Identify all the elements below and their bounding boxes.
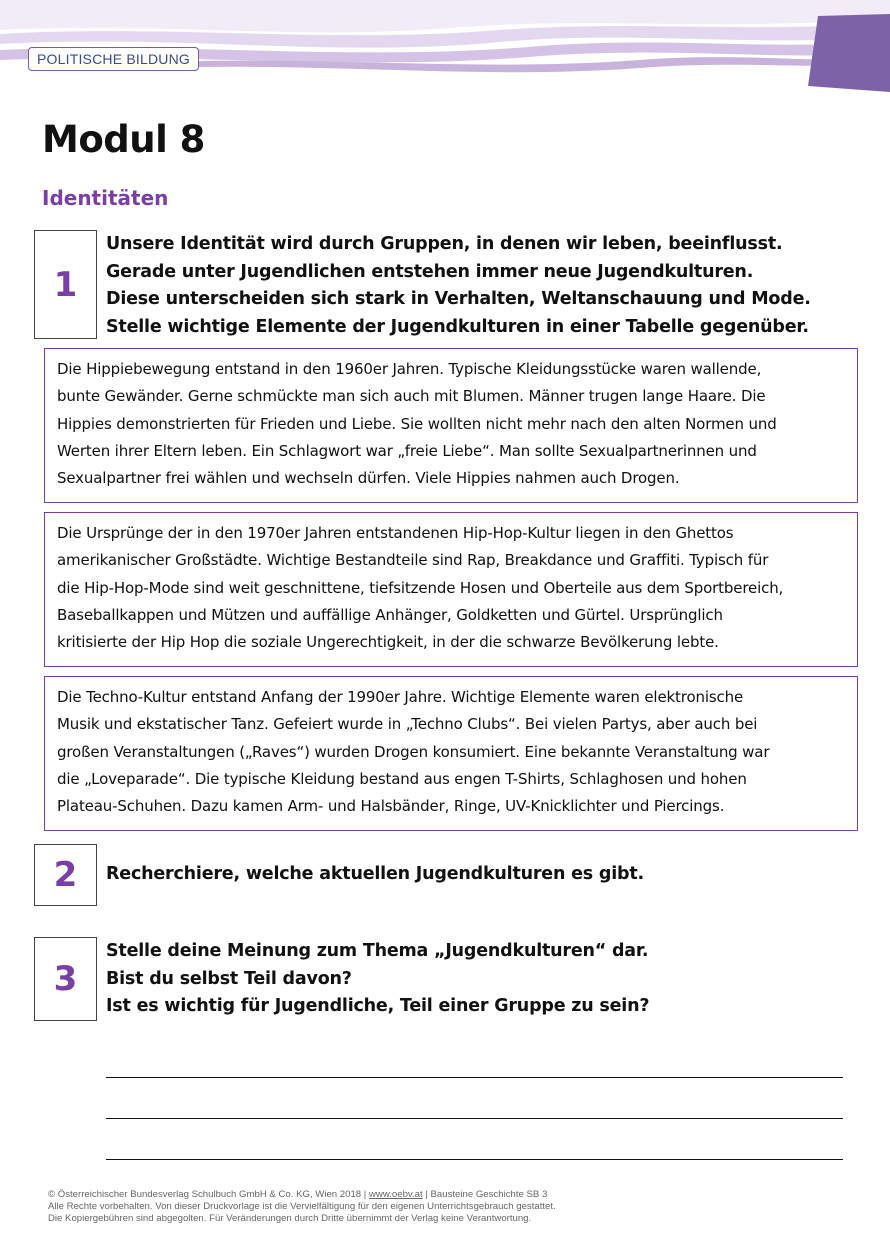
text-line: Hippies demonstrierten für Frieden und Liebe. Sie wollten nicht mehr nach den alten Normen und bbox=[57, 414, 777, 433]
task-1-line: Gerade unter Jugendlichen entstehen immer neue Jugendkulturen. bbox=[106, 261, 754, 282]
answer-line[interactable] bbox=[106, 1159, 843, 1160]
footer-prefix: © Österreichischer Bundesverlag Schulbuch GmbH & Co. KG, Wien 2018 | bbox=[48, 1189, 367, 1200]
text-line: amerikanischer Großstädte. Wichtige Bestandteile sind Rap, Breakdance und Graffiti. Typisch für bbox=[57, 551, 769, 570]
text-box-hiphop bbox=[44, 512, 858, 667]
section-badge: POLITISCHE BILDUNG bbox=[28, 47, 199, 71]
text-line: Musik und ekstatischer Tanz. Gefeiert wurde in „Techno Clubs“. Bei vielen Partys, aber auch bei bbox=[57, 715, 758, 734]
task-3-line: Stelle deine Meinung zum Thema „Jugendkulturen“ dar. bbox=[106, 941, 649, 961]
task-3-line: Ist es wichtig für Jugendliche, Teil einer Gruppe zu sein? bbox=[106, 996, 650, 1016]
footer-suffix: | Bausteine Geschichte SB 3 bbox=[425, 1189, 548, 1200]
task-number-1: 1 bbox=[34, 230, 97, 339]
text-line: Werten ihrer Eltern leben. Ein Schlagwort war „freie Liebe“. Man sollte Sexualpartnerinnen und bbox=[57, 441, 757, 460]
text-line: Sexualpartner frei wählen und wechseln dürfen. Viele Hippies nahmen auch Drogen. bbox=[57, 469, 680, 488]
text-line: die „Loveparade“. Die typische Kleidung bestand aus engen T-Shirts, Schlaghosen und hohen bbox=[57, 769, 747, 788]
task-2-line: Recherchiere, welche aktuellen Jugendkulturen es gibt. bbox=[106, 864, 644, 884]
task-1-text bbox=[106, 231, 811, 341]
text-line: Plateau-Schuhen. Dazu kamen Arm- und Halsbänder, Ringe, UV-Knicklichter und Piercings. bbox=[57, 797, 725, 816]
publisher-link[interactable]: www.oebv.at bbox=[368, 1189, 423, 1200]
footer-line-1 bbox=[48, 1189, 848, 1201]
text-line: kritisierte der Hip Hop die soziale Ungerechtigkeit, in der die schwarze Bevölkerung lebte. bbox=[57, 633, 719, 652]
page-title: Modul 8 bbox=[42, 118, 205, 161]
text-line: bunte Gewänder. Gerne schmückte man sich auch mit Blumen. Männer trugen lange Haare. Die bbox=[57, 387, 766, 406]
footer-line-3: Die Kopiergebühren sind abgegolten. Für Veränderungen durch Dritte übernimmt der Verlag keine Verantwortung. bbox=[48, 1213, 532, 1224]
text-line: Baseballkappen und Mützen und auffällige Anhänger, Goldketten und Gürtel. Ursprünglich bbox=[57, 605, 723, 624]
text-box-techno bbox=[44, 676, 858, 831]
task-1-line: Diese unterscheiden sich stark in Verhalten, Weltanschauung und Mode. bbox=[106, 289, 811, 309]
task-number-3: 3 bbox=[34, 937, 97, 1021]
footer-line-2: Alle Rechte vorbehalten. Von dieser Druckvorlage ist die Vervielfältigung für den eigenen Unterrichtsgebrauch gestattet. bbox=[48, 1201, 556, 1212]
text-line: Die Ursprünge der in den 1970er Jahren entstandenen Hip-Hop-Kultur liegen in den Ghettos bbox=[57, 524, 734, 542]
text-line: großen Veranstaltungen („Raves“) wurden Drogen konsumiert. Eine bekannte Veranstaltung war bbox=[57, 742, 770, 761]
task-3-text bbox=[106, 938, 649, 1021]
task-3-line: Bist du selbst Teil davon? bbox=[106, 968, 352, 989]
task-1-line: Stelle wichtige Elemente der Jugendkulturen in einer Tabelle gegenüber. bbox=[106, 316, 809, 337]
task-1-line: Unsere Identität wird durch Gruppen, in denen wir leben, beeinflusst. bbox=[106, 234, 783, 254]
text-line: die Hip-Hop-Mode sind weit geschnittene, tiefsitzende Hosen und Oberteile aus dem Sportbereich, bbox=[57, 578, 784, 597]
answer-line[interactable] bbox=[106, 1118, 843, 1119]
text-box-hippie bbox=[44, 348, 858, 503]
task-2-text bbox=[106, 861, 644, 889]
answer-line[interactable] bbox=[106, 1077, 843, 1078]
page-subtitle: Identitäten bbox=[42, 186, 169, 210]
task-number-2: 2 bbox=[34, 844, 97, 906]
copyright-footer bbox=[48, 1189, 848, 1225]
text-line: Die Hippiebewegung entstand in den 1960er Jahren. Typische Kleidungsstücke waren wallende, bbox=[57, 360, 762, 378]
text-line: Die Techno-Kultur entstand Anfang der 1990er Jahre. Wichtige Elemente waren elektronische bbox=[57, 688, 744, 706]
